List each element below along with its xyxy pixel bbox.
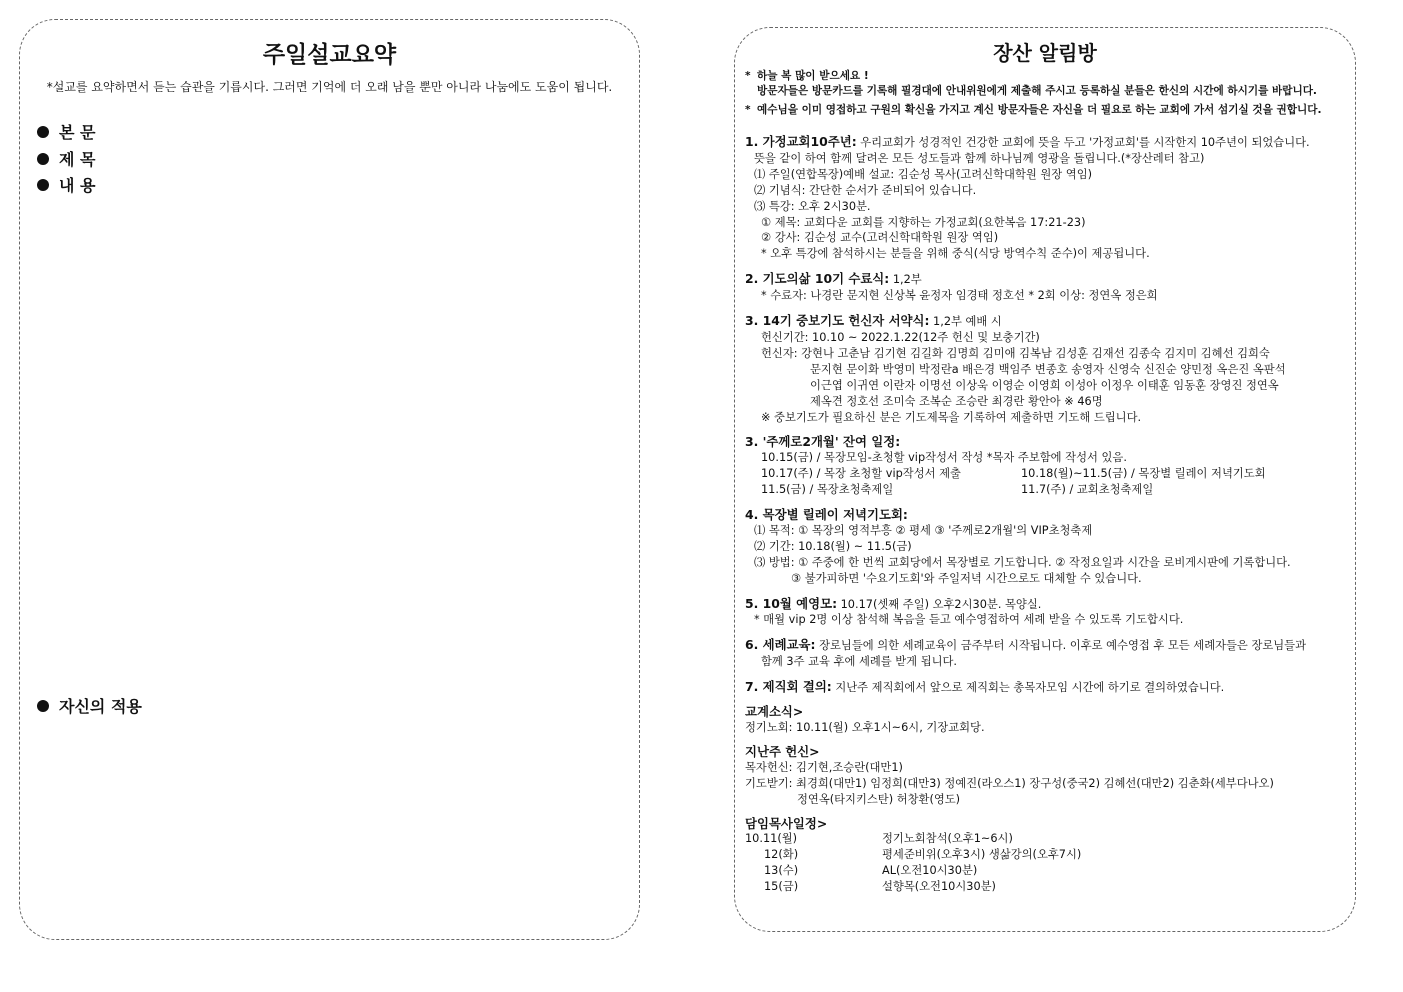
section-content [37, 173, 95, 196]
schedule-row: 12(화) 평세준비위(오후3시) 생삶강의(오후7시) [764, 848, 1082, 862]
sermon-summary-title: 주일설교요약 [262, 42, 397, 68]
section-label: 제 목 [59, 150, 96, 169]
announcement-item-5: 4. 목장별 릴레이 저녁기도회: ⑴ 목적: ① 목장의 영적부흥 ② 평세 ③ '주께로2개월'의 VIP초청축제 ⑵ 기간: 10.18(월) ~ 11.5(금) ⑶ 방법: ① 주중에 한 번씩 교회당에서 목장별로 기도합니다. ② 작정요일과 시간을 로비게시판에 기록합니다. ③ 불가피하면 '수요기도회'와 주일저녁 시간으로도 대체할 수 있습니다. [745, 507, 1291, 585]
announcement-item-2: 2. 기도의삶 10기 수료식: 1,2부 * 수료자: 나경란 문지현 신상복 윤정자 임경태 정호선 * 2회 이상: 정연옥 정은희 [745, 271, 1158, 303]
schedule-row: 15(금) 설향목(오전10시30분) [764, 880, 996, 894]
sermon-summary-panel [19, 19, 640, 940]
church-news: 교계소식> 정기노회: 10.11(월) 오후1시~6시, 기장교회당. [745, 704, 985, 734]
bullet-icon [37, 179, 49, 191]
announcement-item-3: 3. 14기 중보기도 헌신자 서약식: 1,2부 예배 시 헌신기간: 10.10 ~ 2022.1.22(12주 헌신 및 보충기간) 헌신자: 강현나 고춘남 김기현 김길화 김명희 김미애 김복남 김성훈 김재선 김종숙 김지미 김혜선 김희숙 문지현 문이화 박영미 박정란a 배은경 백임주 변종호 송영자 신영숙 신진순 양민정 옥은진 옥판석 이근엽 이귀연 이란자 이명선 이상욱 이영순 이영희 이성아 이정우 이태훈 임동훈 장영진 정연옥 제옥견 정호선 조미숙 조복순 조승란 최경란 황안아 ※ 46명 ※ 중보기도가 필요하신 분은 기도제목을 기록하여 제출하면 기도해 드립니다. [745, 313, 1286, 424]
section-label: 본 문 [59, 123, 96, 142]
bullet-icon [37, 153, 49, 165]
schedule-row: 10.11(월) 정기노회참석(오후1~6시) [745, 832, 1013, 846]
announcement-item-1: 1. 가정교회10주년: 우리교회가 성경적인 건강한 교회에 뜻을 두고 '가정교회'를 시작한지 10주년이 되었습니다. 뜻을 같이 하여 함께 달려온 모든 성도들과 함께 하나님께 영광을 돌립니다.(*장산레터 참고) ⑴ 주일(연합목장)예배 설교: 김순성 목사(고려신학대학원 원장 역임) ⑵ 기념식: 간단한 순서가 준비되어 있습니다. ⑶ 특강: 오후 2시30분. ① 제목: 교회다운 교회를 지향하는 가정교회(요한복음 17:21-23) ② 강사: 김순성 교수(고려신학대학원 원장 역임) * 오후 특강에 참석하시는 분들을 위해 중식(식당 방역수칙 준수)이 제공됩니다. [745, 134, 1310, 261]
last-week-offering: 지난주 헌신> 목자헌신: 김기현,조승란(대만1) 기도받기: 최경희(대만1) 임정희(대만3) 정예진(라오스1) 장구성(중국2) 김혜선(대만2) 김춘화(세부다나오) 정연옥(타지키스탄) 허창환(영도) [745, 743, 1274, 806]
section-label: 내 용 [59, 176, 96, 195]
announcement-item-7: 6. 세례교육: 장로님들에 의한 세례교육이 금주부터 시작됩니다. 이후로 예수영접 후 모든 세례자들은 장로님들과 함께 3주 교육 후에 세례를 받게 됩니다. [745, 637, 1307, 669]
announcement-item-8: 7. 제직회 결의: 지난주 제직회에서 앞으로 제직회는 총목자모임 시간에 하기로 결의하였습니다. [745, 679, 1225, 695]
announcement-item-6: 5. 10월 예영모: 10.17(셋째 주일) 오후2시30분. 목양실. * 매월 vip 2명 이상 참석해 복음을 듣고 예수영접하여 세례 받을 수 있도록 기도합시다. [745, 595, 1184, 627]
pastor-schedule: 담임목사일정> 10.11(월) 정기노회참석(오후1~6시) 12(화) 평세준비위(오후3시) 생삶강의(오후7시) 13(수) AL(오전10시30분) 15(금) 설향목(오전10시30분) [745, 816, 1345, 896]
announcements-title: 장산 알림방 [993, 41, 1097, 65]
sermon-summary-note: *설교를 요약하면서 듣는 습관을 기릅시다. 그러면 기억에 더 오래 남을 뿐만 아니라 나눔에도 도움이 됩니다. [46, 80, 613, 94]
section-label: 자신의 적용 [59, 697, 142, 716]
announcements-body [745, 69, 1345, 895]
section-scripture [37, 120, 95, 143]
announcements-panel [734, 27, 1356, 932]
notice-greeting: * 하늘 복 많이 받으세요 ! [745, 70, 869, 82]
notice-believers: * 예수님을 이미 영접하고 구원의 확신을 가지고 계신 방문자들은 자신을 더 필요로 하는 교회에 가서 섬기실 것을 권합니다. [745, 104, 1322, 116]
section-application [37, 694, 142, 717]
section-title [37, 147, 95, 170]
announcement-item-4: 3. '주께로2개월' 잔여 일정: 10.15(금) / 목장모임-초청할 vip작성서 작성 *목자 주보함에 작성서 있음. 10.17(주) / 목장 초청할 vip작성서 제출 10.18(월)~11.5(금) / 목장별 릴레이 저녁기도회 11.5(금) / 목장초청축제일 11.7(주) / 교회초청축제일 [745, 434, 1266, 497]
bullet-icon [37, 700, 49, 712]
bullet-icon [37, 126, 49, 138]
schedule-row: 13(수) AL(오전10시30분) [764, 864, 978, 878]
notice-visitors: 방문자들은 방문카드를 기록해 필경대에 안내위원에게 제출해 주시고 등록하실 분들은 한신의 시간에 하시기를 바랍니다. [757, 85, 1317, 97]
